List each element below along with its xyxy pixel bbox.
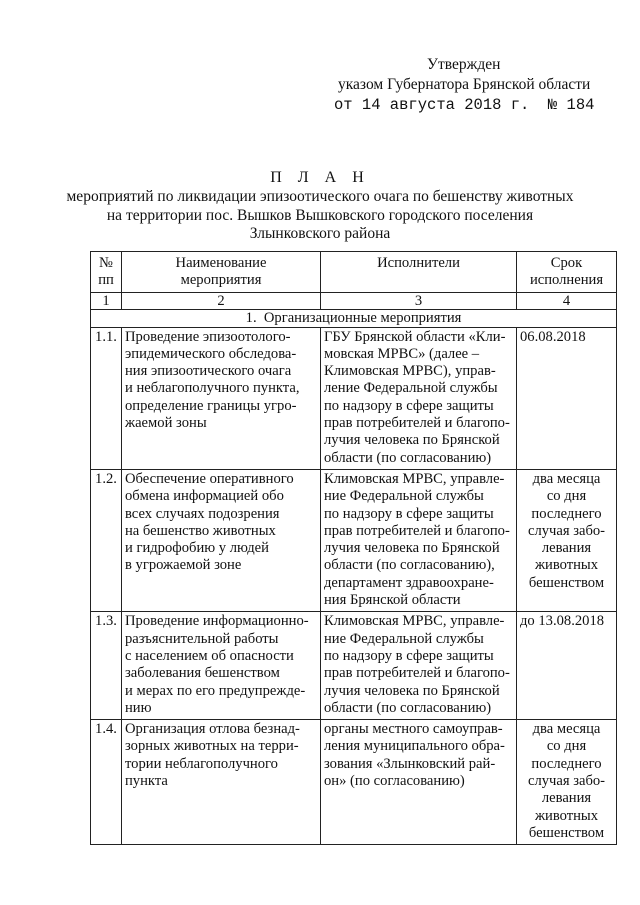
table-row — [91, 720, 617, 845]
row-deadline: 06.08.2018 — [517, 327, 617, 469]
table-row — [91, 327, 617, 469]
table-row — [91, 469, 617, 611]
column-index: 3 — [321, 292, 517, 309]
header-name: Наименование мероприятия — [122, 252, 321, 293]
section-row — [91, 309, 617, 327]
document-subtitle-line1: мероприятий по ликвидации эпизоотического очага по бешенству животных — [66, 188, 574, 205]
row-name: Проведение информационно- разъяснительной работы с населением об опасности заболевания бешенством и мерах по его предупрежде- нию — [122, 612, 321, 720]
column-index: 1 — [91, 292, 122, 309]
column-index-row — [91, 292, 617, 309]
column-index: 2 — [122, 292, 321, 309]
header-deadline: Срок исполнения — [517, 252, 617, 293]
row-num: 1.4. — [91, 720, 122, 845]
row-num: 1.3. — [91, 612, 122, 720]
column-index: 4 — [517, 292, 617, 309]
approval-title: Утвержден — [427, 56, 501, 73]
document-heading — [0, 168, 640, 244]
row-num: 1.2. — [91, 469, 122, 611]
row-executors: Климовская МРВС, управле- ние Федеральной службы по надзору в сфере защиты прав потребителей и благопо- лучия человека по Брянской области (по согласованию), департамент здравоохране- ния Брянской области — [321, 469, 517, 611]
row-executors: ГБУ Брянской области «Кли- мовская МРВС» (далее – Климовская МРВС), управ- ление Федеральной службы по надзору в сфере защиты прав потребителей и благопо- лучия человека по Брянской области (по согласованию) — [321, 327, 517, 469]
plan-table — [90, 251, 617, 845]
row-name: Проведение эпизоотолого- эпидемического обследова- ния эпизоотического очага и неблагополучного пункта, определение границы угро- жаемой зоны — [122, 327, 321, 469]
table-row — [91, 612, 617, 720]
row-name: Обеспечение оперативного обмена информацией обо всех случаях подозрения на бешенство животных и гидрофобию у людей в угрожаемой зоне — [122, 469, 321, 611]
header-executors: Исполнители — [321, 252, 517, 293]
row-deadline: до 13.08.2018 — [517, 612, 617, 720]
document-subtitle-line2: на территории пос. Вышков Вышковского городского поселения — [106, 206, 534, 224]
row-num: 1.1. — [91, 327, 122, 469]
document-title: П Л А Н — [270, 169, 370, 186]
header-num: № пп — [91, 252, 122, 293]
row-name: Организация отлова безнад- зорных животных на терри- тории неблагополучного пункта — [122, 720, 321, 845]
approval-decree: указом Губернатора Брянской области — [338, 76, 591, 93]
row-executors: органы местного самоуправ- ления муниципального обра- зования «Злынковский рай- он» (по согласованию) — [321, 720, 517, 845]
row-deadline: два месяца со дня последнего случая забо- левания животных бешенством — [517, 720, 617, 845]
row-deadline: два месяца со дня последнего случая забо- левания животных бешенством — [517, 469, 617, 611]
row-executors: Климовская МРВС, управле- ние Федеральной службы по надзору в сфере защиты прав потребителей и благопо- лучия человека по Брянской области (по согласованию) — [321, 612, 517, 720]
approval-date-number: от 14 августа 2018 г. № 184 — [334, 96, 595, 114]
table-header-row — [91, 252, 617, 293]
document-subtitle-line3: Злынковского района — [249, 225, 391, 242]
section-title: 1. Организационные мероприятия — [91, 309, 617, 327]
